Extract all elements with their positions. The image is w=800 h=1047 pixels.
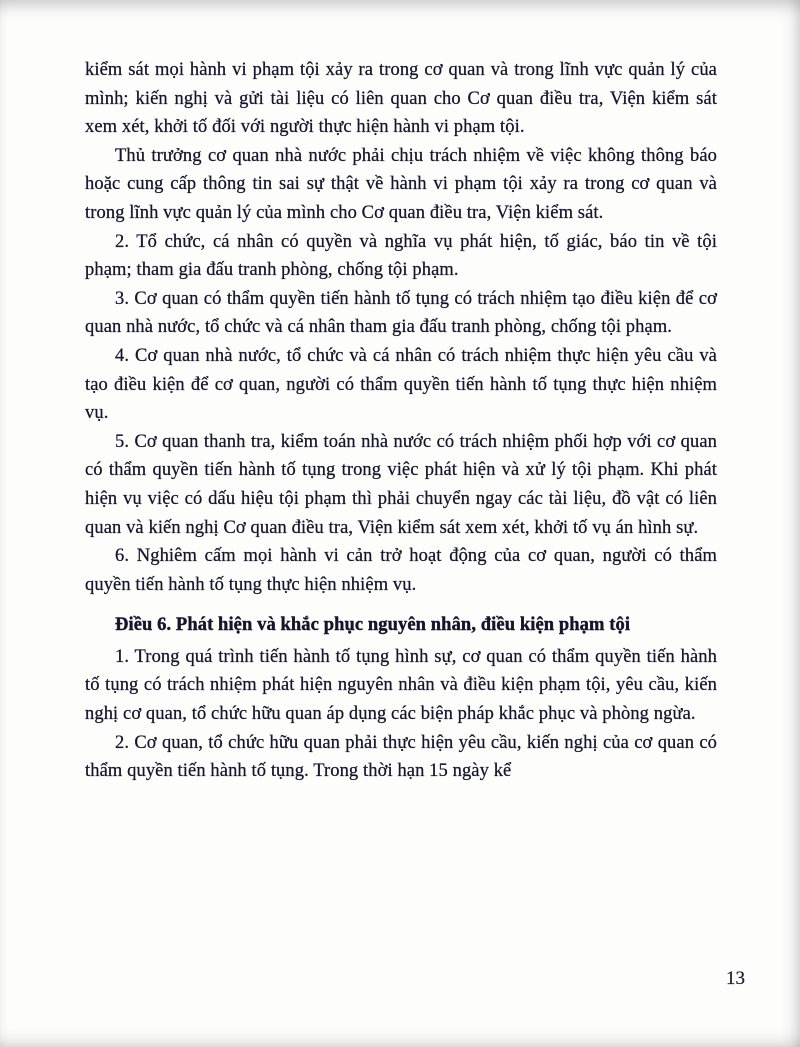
paragraph: 4. Cơ quan nhà nước, tổ chức và cá nhân có trách nhiệm thực hiện yêu cầu và tạo điều kiện để cơ quan, người có thẩm quyền tiến hành tố tụng thực hiện nhiệm vụ. [85,345,717,424]
paragraph: 2. Cơ quan, tổ chức hữu quan phải thực hiện yêu cầu, kiến nghị của cơ quan có thẩm quyền tiến hành tố tụng. Trong thời hạn 15 ngày kể [85,732,717,782]
paragraph: 5. Cơ quan thanh tra, kiểm toán nhà nước có trách nhiệm phối hợp với cơ quan có thẩm quyền tiến hành tố tụng trong việc phát hiện và xử lý tội phạm. Khi phát hiện vụ việc có dấu hiệu tội phạm thì phải chuyển ngay các tài liệu, đồ vật có liên quan và kiến nghị Cơ quan điều tra, Viện kiểm sát xem xét, khởi tố vụ án hình sự. [85,431,717,538]
paragraph: Thủ trưởng cơ quan nhà nước phải chịu trách nhiệm về việc không thông báo hoặc cung cấp thông tin sai sự thật về hành vi phạm tội xảy ra trong cơ quan và trong lĩnh vực quản lý của mình cho Cơ quan điều tra, Viện kiểm sát. [85,145,717,223]
paragraph: kiểm sát mọi hành vi phạm tội xảy ra trong cơ quan và trong lĩnh vực quản lý của mình; kiến nghị và gửi tài liệu có liên quan cho Cơ quan điều tra, Viện kiểm sát xem xét, khởi tố đối với người thực hiện hành vi phạm tội. [85,60,717,138]
paragraph: 6. Nghiêm cấm mọi hành vi cản trở hoạt động của cơ quan, người có thẩm quyền tiến hành tố tụng thực hiện nhiệm vụ. [85,546,717,595]
paragraph: 2. Tổ chức, cá nhân có quyền và nghĩa vụ phát hiện, tố giác, báo tin về tội phạm; tham gia đấu tranh phòng, chống tội phạm. [85,231,717,281]
section-heading: Điều 6. Phát hiện và khắc phục nguyên nhân, điều kiện phạm tội [115,615,631,636]
page-content [85,56,717,786]
paragraph: 1. Trong quá trình tiến hành tố tụng hình sự, cơ quan có thẩm quyền tiến hành tố tụng có trách nhiệm phát hiện nguyên nhân và điều kiện phạm tội, yêu cầu, kiến nghị cơ quan, tổ chức hữu quan áp dụng các biện pháp khắc phục và phòng ngừa. [85,646,717,725]
page-number: 13 [726,968,745,989]
paragraph: 3. Cơ quan có thẩm quyền tiến hành tố tụng có trách nhiệm tạo điều kiện để cơ quan nhà nước, tổ chức và cá nhân tham gia đấu tranh phòng, chống tội phạm. [85,288,717,338]
